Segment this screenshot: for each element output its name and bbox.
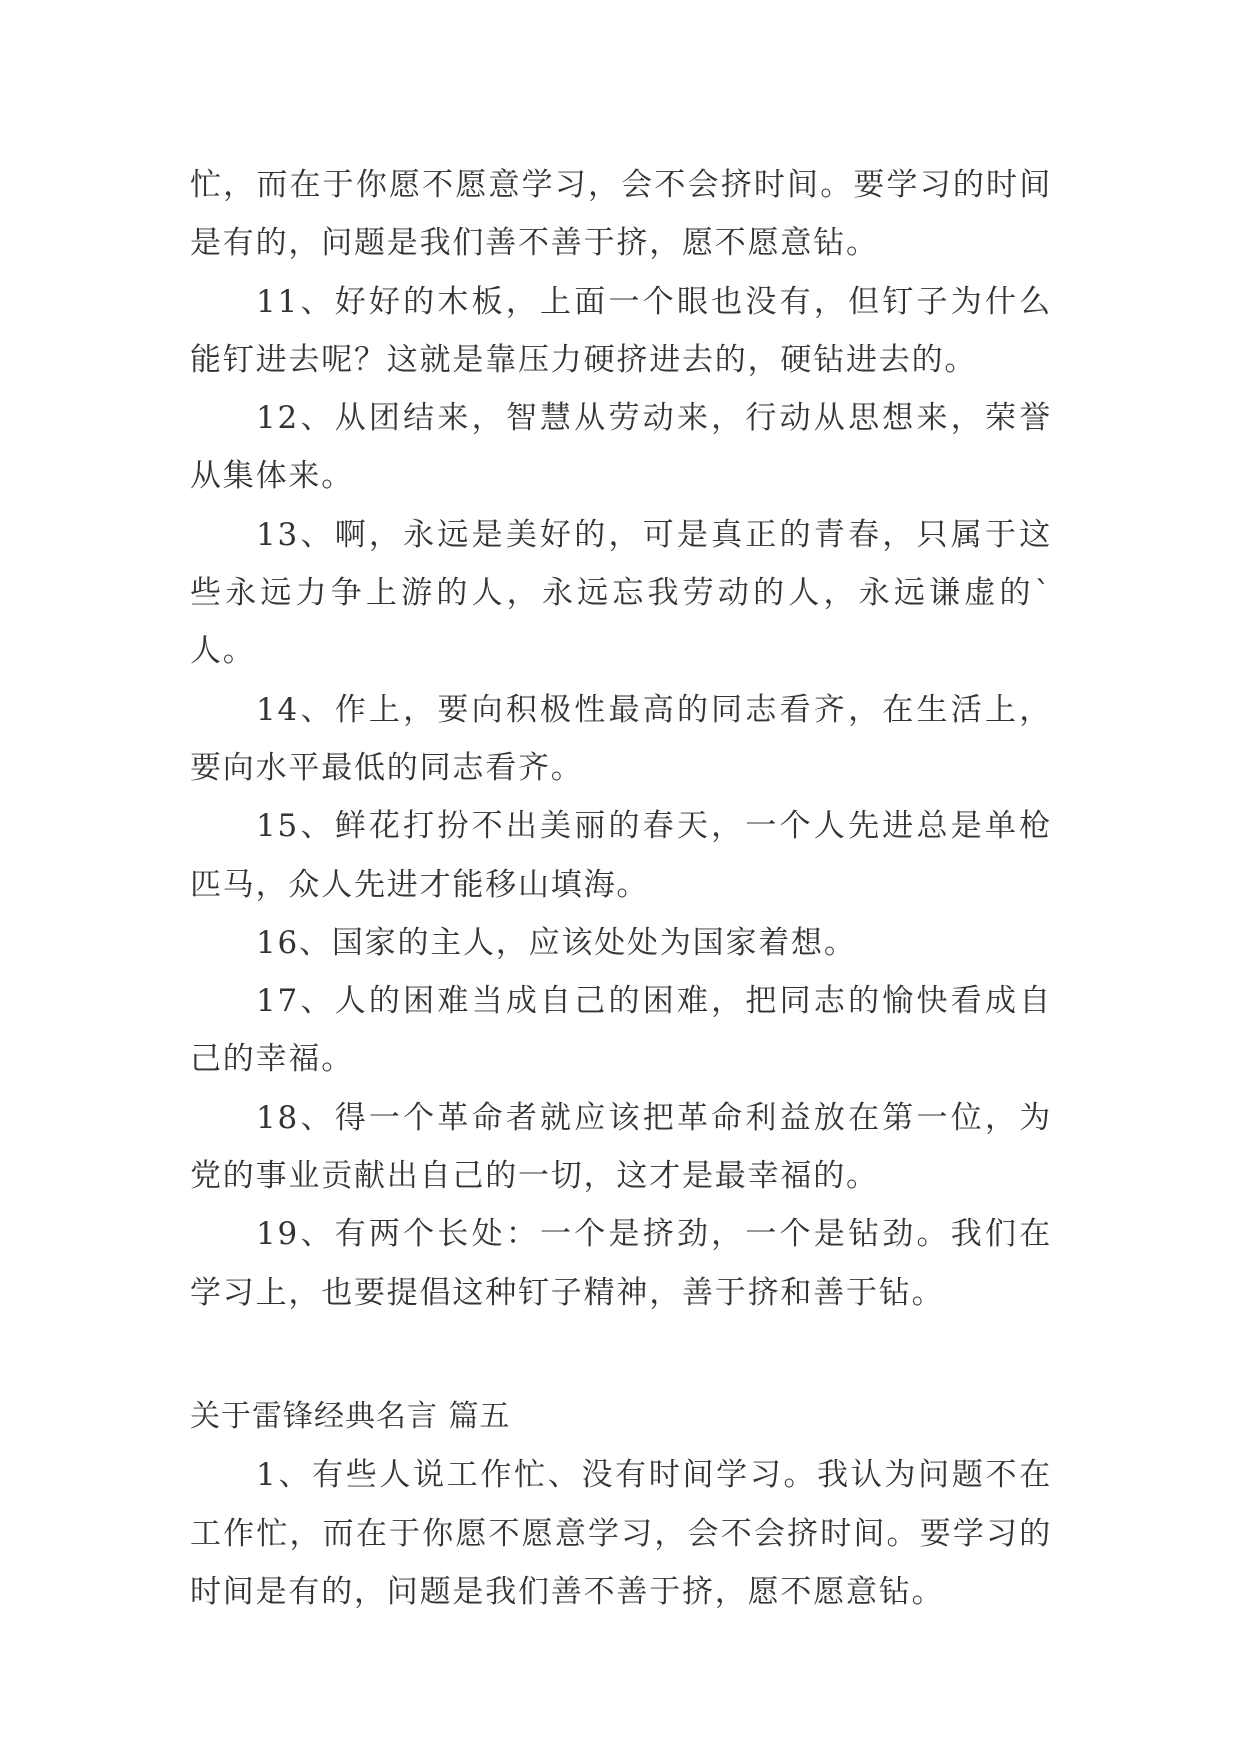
section-quote-item-1: 1、有些人说工作忙、没有时间学习。我认为问题不在工作忙，而在于你愿不愿意学习，会不会挤时间。要学习的时间是有的，问题是我们善不善于挤，愿不愿意钻。 (190, 1457, 1052, 1610)
quote-item-15: 15、鲜花打扮不出美丽的春天，一个人先进总是单枪匹马，众人先进才能移山填海。 (190, 808, 1052, 903)
quote-item-18: 18、得一个革命者就应该把革命利益放在第一位，为党的事业贡献出自己的一切，这才是最幸福的。 (190, 1099, 1052, 1195)
quote-item-17: 17、人的困难当成自己的困难，把同志的愉快看成自己的幸福。 (190, 983, 1052, 1078)
quote-item-13: 13、啊，永远是美好的，可是真正的青春，只属于这些永远力争上游的人，永远忘我劳动的人，永远谦虚的`人。 (190, 516, 1052, 670)
document-body (190, 156, 1052, 1621)
quote-item-16: 16、国家的主人，应该处处为国家着想。 (256, 924, 857, 961)
quote-item-14: 14、作上，要向积极性最高的同志看齐，在生活上，要向水平最低的同志看齐。 (190, 691, 1052, 786)
continuation-paragraph: 忙，而在于你愿不愿意学习，会不会挤时间。要学习的时间是有的，问题是我们善不善于挤，愿不愿意钻。 (190, 167, 1052, 262)
quote-item-19: 19、有两个长处：一个是挤劲，一个是钻劲。我们在学习上，也要提倡这种钉子精神，善于挤和善于钻。 (190, 1216, 1052, 1311)
quote-item-12: 12、从团结来，智慧从劳动来，行动从思想来，荣誉从集体来。 (190, 400, 1052, 495)
quote-item-11: 11、好好的木板，上面一个眼也没有，但钉子为什么能钉进去呢？这就是靠压力硬挤进去的，硬钻进去的。 (190, 283, 1052, 378)
section-heading: 关于雷锋经典名言 篇五 (190, 1398, 511, 1434)
